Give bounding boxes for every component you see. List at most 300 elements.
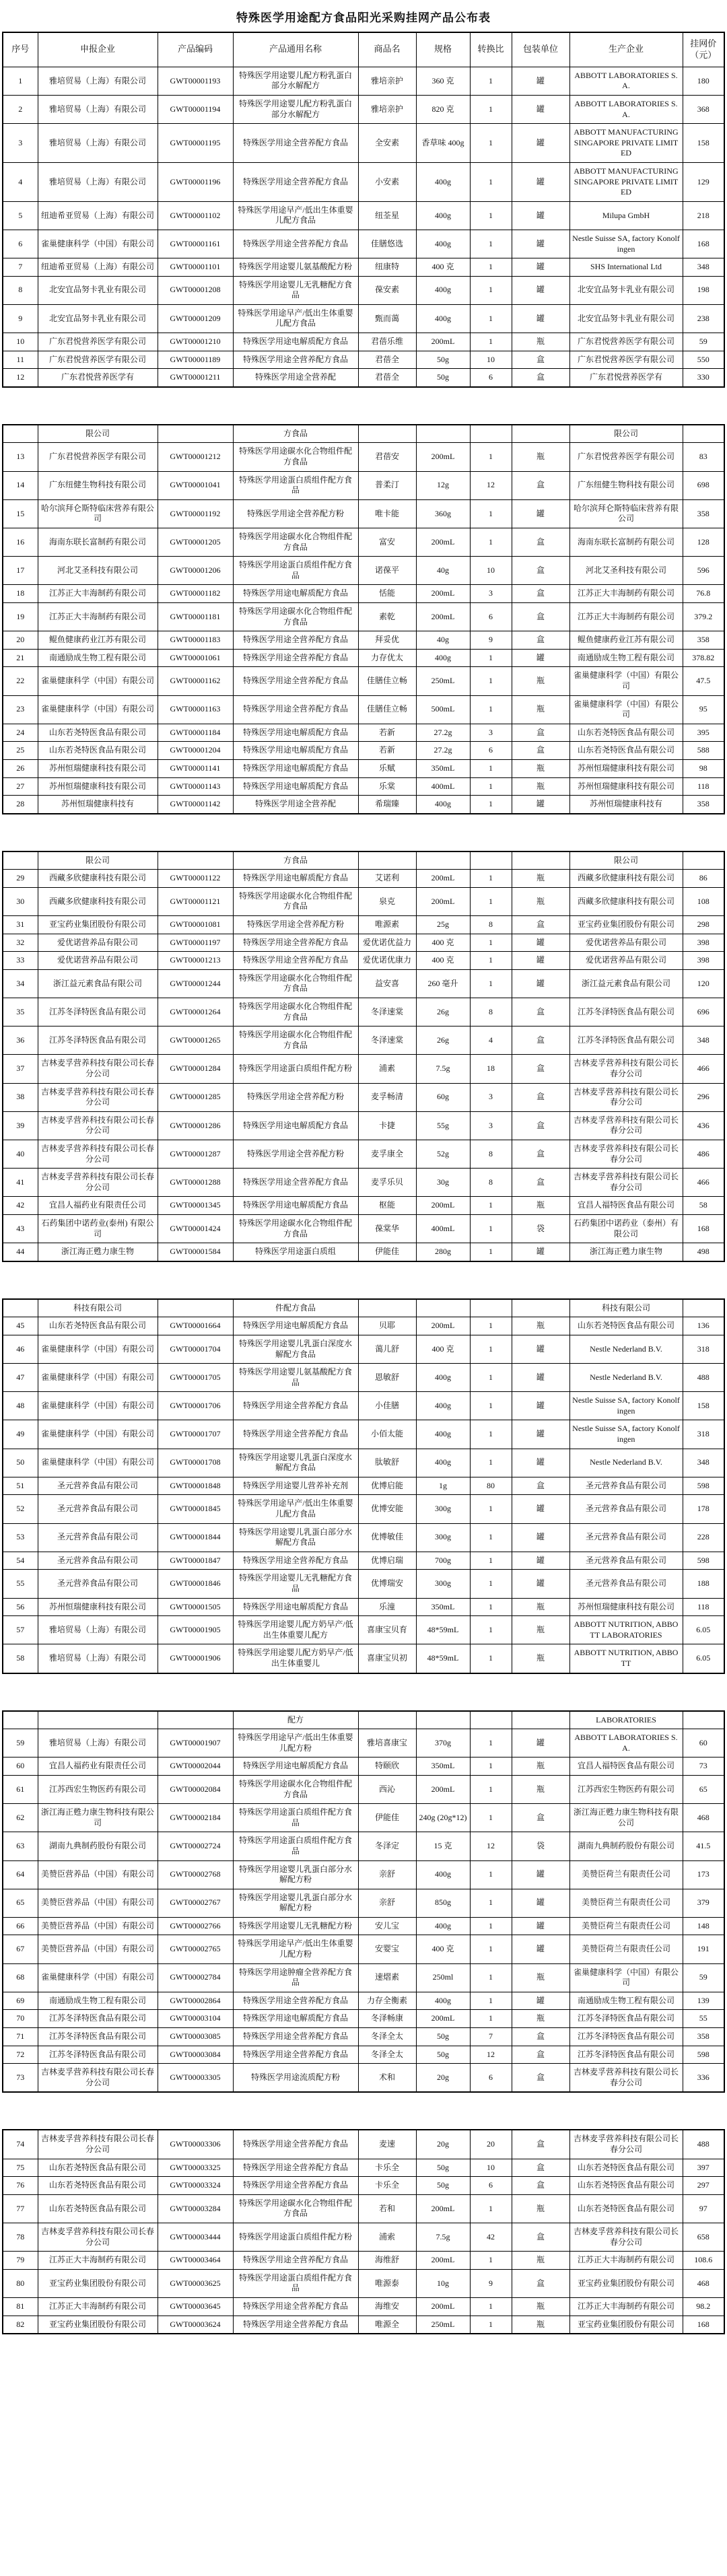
cell [470, 1299, 512, 1317]
cell: 55g [416, 1111, 470, 1140]
cell: 特殊医学用途蛋白质组件配方食品 [233, 557, 358, 585]
cell: 28 [3, 796, 38, 814]
cell: 47.5 [683, 667, 724, 695]
cell: 80 [470, 1477, 512, 1495]
cell: 1 [470, 67, 512, 95]
cell: 1 [470, 1420, 512, 1449]
cell: 广东纽健生物科技有限公司 [569, 471, 683, 499]
table-row [3, 952, 724, 970]
cell: GWT00001244 [158, 969, 233, 998]
column-header: 产品通用名称 [233, 32, 358, 67]
table-row [3, 443, 724, 471]
cell: 特殊医学用途电解质配方食品 [233, 759, 358, 777]
cell: 588 [683, 742, 724, 760]
cell: 1 [470, 1729, 512, 1757]
cell: 1 [470, 2252, 512, 2270]
cell: 葆安素 [358, 276, 416, 304]
cell: 美赞臣荷兰有限责任公司 [569, 1860, 683, 1889]
cell: 67 [3, 1935, 38, 1963]
cell: 安儿宝 [358, 1917, 416, 1935]
cell: 29 [3, 870, 38, 888]
cell [512, 1711, 569, 1729]
cell: 美赞臣荷兰有限责任公司 [569, 1935, 683, 1963]
cell: 葆棠华 [358, 1214, 416, 1243]
cell: 特殊医学用途全营养配方食品 [233, 230, 358, 258]
cell: 特殊医学用途全营养配方食品 [233, 1392, 358, 1420]
cell: 488 [683, 2130, 724, 2159]
cell: 3 [470, 585, 512, 603]
cell [683, 1299, 724, 1317]
cell: 15 [3, 499, 38, 528]
cell: GWT00001162 [158, 667, 233, 695]
cell: 雅培贸易（上海）有限公司 [38, 1616, 158, 1644]
cell: GWT00002864 [158, 1992, 233, 2010]
cell [470, 425, 512, 443]
cell: 400g [416, 162, 470, 201]
cell: 雀巢健康科学（中国）有限公司 [569, 695, 683, 724]
table-row [3, 1299, 724, 1317]
cell: 西藏多欣健康科技有限公司 [569, 887, 683, 915]
cell: 吉林麦孚营养科技有限公司长春分公司 [38, 2064, 158, 2093]
cell: 3 [3, 124, 38, 163]
cell: 瓶 [512, 2010, 569, 2028]
cell: 盒 [512, 2269, 569, 2297]
cell: 特殊医学用途婴儿乳蛋白深度水解配方食品 [233, 1335, 358, 1363]
cell: 苏州恒瑞健康科技有限公司 [569, 1598, 683, 1616]
cell: GWT00002784 [158, 1963, 233, 1992]
cell: 限公司 [569, 851, 683, 870]
cell: 318 [683, 1335, 724, 1363]
cell: 特殊医学用途早产/低出生体重婴儿配方食品 [233, 304, 358, 333]
cell: 宜昌人福特医食品有限公司 [569, 1757, 683, 1776]
cell: 41.5 [683, 1832, 724, 1860]
cell: 50g [416, 351, 470, 369]
cell: 200mL [416, 887, 470, 915]
cell: 苏州恒瑞健康科技有限公司 [38, 1598, 158, 1616]
cell: 55 [683, 2010, 724, 2028]
cell: GWT00001142 [158, 796, 233, 814]
cell: 6 [470, 602, 512, 631]
cell: 泉克 [358, 887, 416, 915]
cell: GWT00001197 [158, 934, 233, 952]
cell: 240g (20g*12) [416, 1804, 470, 1832]
cell: 1 [470, 1889, 512, 1917]
cell: 42 [470, 2223, 512, 2251]
table-row [3, 1552, 724, 1570]
table-row [3, 934, 724, 952]
cell: 13 [3, 443, 38, 471]
table-row [3, 1449, 724, 1477]
cell: 1 [470, 1598, 512, 1616]
cell: GWT00001844 [158, 1523, 233, 1552]
cell: 280g [416, 1243, 470, 1261]
cell: 唯源素 [358, 916, 416, 934]
cell: 吉林麦孚营养科技有限公司长春分公司 [569, 2223, 683, 2251]
cell: 48 [3, 1392, 38, 1420]
cell: 广东君悦营养医学有限公司 [38, 443, 158, 471]
cell: 美赞臣营养品（中国）有限公司 [38, 1917, 158, 1935]
cell: GWT00001706 [158, 1392, 233, 1420]
cell: 60g [416, 1083, 470, 1111]
cell: 盒 [512, 2177, 569, 2195]
cell: 盒 [512, 2028, 569, 2046]
cell: 特殊医学用途碳水化合物组件配方食品 [233, 2194, 358, 2223]
cell: GWT00002765 [158, 1935, 233, 1963]
table-row [3, 969, 724, 998]
cell: 枢能 [358, 1197, 416, 1215]
cell: 浙江海正甦力康生物科技有限公司 [38, 1804, 158, 1832]
cell: GWT00003306 [158, 2130, 233, 2159]
cell: 袋 [512, 1214, 569, 1243]
cell: 200mL [416, 2010, 470, 2028]
cell: 盒 [512, 916, 569, 934]
cell: 江苏冬泽特医食品有限公司 [38, 2046, 158, 2064]
cell: GWT00001121 [158, 887, 233, 915]
cell: 特殊医学用途全营养配方食品 [233, 124, 358, 163]
table-row [3, 2159, 724, 2177]
cell: 浙江益元素食品有限公司 [38, 969, 158, 998]
cell: 美赞臣荷兰有限责任公司 [569, 1917, 683, 1935]
cell: 特殊医学用途流质配方粉 [233, 2064, 358, 2093]
cell: 浙江益元素食品有限公司 [569, 969, 683, 998]
cell: 麦孚乐贝 [358, 1169, 416, 1197]
cell: 雅培贸易（上海）有限公司 [38, 162, 158, 201]
cell: 江苏正大丰海制药有限公司 [38, 2252, 158, 2270]
cell: 50g [416, 2028, 470, 2046]
page-table [2, 1710, 725, 2093]
cell: 466 [683, 1169, 724, 1197]
table-row [3, 1889, 724, 1917]
cell: ABBOTT NUTRITION, ABBOTT LABORATORIES [569, 1616, 683, 1644]
cell: 特殊医学用途电解质配方食品 [233, 724, 358, 742]
cell: GWT00001847 [158, 1552, 233, 1570]
cell: 纽康特 [358, 258, 416, 277]
cell: 6 [470, 369, 512, 387]
cell: 唯源全 [358, 2316, 416, 2334]
cell: 特殊医学用途全营养配方粉 [233, 916, 358, 934]
cell: 冬泽定 [358, 1832, 416, 1860]
cell: 科技有限公司 [569, 1299, 683, 1317]
cell: 冬泽畅康 [358, 2010, 416, 2028]
cell: 395 [683, 724, 724, 742]
cell: 6.05 [683, 1644, 724, 1673]
cell: GWT00001906 [158, 1644, 233, 1673]
cell: 1 [470, 1917, 512, 1935]
cell: 雅培贸易（上海）有限公司 [38, 124, 158, 163]
cell: 罐 [512, 1860, 569, 1889]
cell: 北安宜品努卡乳业有限公司 [569, 276, 683, 304]
cell: 速熠素 [358, 1963, 416, 1992]
cell: 哈尔滨拜仑斯特临床营养有限公司 [569, 499, 683, 528]
cell: 26 [3, 759, 38, 777]
cell: 200mL [416, 585, 470, 603]
column-header: 生产企业 [569, 32, 683, 67]
table-row [3, 499, 724, 528]
cell: 方食品 [233, 851, 358, 870]
cell: 348 [683, 258, 724, 277]
cell: 66 [3, 1917, 38, 1935]
cell: 300g [416, 1570, 470, 1598]
table-row [3, 742, 724, 760]
cell: 10 [470, 351, 512, 369]
cell: 40g [416, 631, 470, 650]
cell: 400g [416, 201, 470, 230]
cell: 纽迪希亚贸易（上海）有限公司 [38, 201, 158, 230]
cell: 特殊医学用途婴儿营养补充剂 [233, 1477, 358, 1495]
cell: 468 [683, 1804, 724, 1832]
cell [683, 425, 724, 443]
cell: 1 [470, 2010, 512, 2028]
table-row [3, 1711, 724, 1729]
cell: 盒 [512, 998, 569, 1026]
cell: 特殊医学用途碳水化合物组件配方食品 [233, 969, 358, 998]
cell: 宜昌人福药业有限责任公司 [38, 1197, 158, 1215]
table-row [3, 1804, 724, 1832]
cell: 亲舒 [358, 1889, 416, 1917]
cell [158, 1299, 233, 1317]
cell: 35 [3, 998, 38, 1026]
cell: 400mL [416, 1214, 470, 1243]
cell: 65 [3, 1889, 38, 1917]
cell: 700g [416, 1552, 470, 1570]
table-row [3, 1598, 724, 1616]
table-row [3, 1026, 724, 1055]
cell: 1 [470, 1963, 512, 1992]
table-row [3, 602, 724, 631]
cell: 罐 [512, 1729, 569, 1757]
cell: 爱优诺营养品有限公司 [38, 934, 158, 952]
cell: 山东若尧特医食品有限公司 [569, 1317, 683, 1335]
cell: 瓶 [512, 1598, 569, 1616]
cell: 圣元营养食品有限公司 [38, 1570, 158, 1598]
cell: 冬泽全太 [358, 2028, 416, 2046]
cell: 596 [683, 557, 724, 585]
cell: 200mL [416, 2297, 470, 2316]
table-row [3, 1963, 724, 1992]
cell: 30g [416, 1169, 470, 1197]
cell: GWT00001211 [158, 369, 233, 387]
cell: 宜昌人福特医食品有限公司 [569, 1197, 683, 1215]
cell: 特殊医学用途婴儿氨基酸配方粉 [233, 258, 358, 277]
cell: 1g [416, 1477, 470, 1495]
cell: 盒 [512, 585, 569, 603]
cell: 瓶 [512, 2252, 569, 2270]
cell: 力存优太 [358, 649, 416, 667]
cell: 浙江海正甦力康生物科技有限公司 [569, 1804, 683, 1832]
cell: 盒 [512, 528, 569, 557]
cell: GWT00002184 [158, 1804, 233, 1832]
cell: 吉林麦孚营养科技有限公司长春分公司 [38, 1055, 158, 1083]
cell: 1 [470, 276, 512, 304]
cell: 吉林麦孚营养科技有限公司长春分公司 [38, 1111, 158, 1140]
table-row [3, 1364, 724, 1392]
table-row [3, 667, 724, 695]
cell: 唯源泰 [358, 2269, 416, 2297]
cell: 苏州恒瑞健康科技有 [569, 796, 683, 814]
cell: GWT00001192 [158, 499, 233, 528]
cell: 诺葆平 [358, 557, 416, 585]
cell: 山东若尧特医食品有限公司 [569, 2194, 683, 2223]
cell: 优博敏佳 [358, 1523, 416, 1552]
cell: 50g [416, 2046, 470, 2064]
cell: 特殊医学用途电解质配方食品 [233, 1317, 358, 1335]
cell: 1 [470, 230, 512, 258]
cell: 罐 [512, 1552, 569, 1570]
cell: 特殊医学用途全营养配方食品 [233, 1992, 358, 2010]
cell: 118 [683, 777, 724, 796]
cell: 浦素 [358, 1055, 416, 1083]
cell: 1 [470, 1757, 512, 1776]
cell: 山东若尧特医食品有限公司 [569, 2177, 683, 2195]
cell: 120 [683, 969, 724, 998]
cell: 瓶 [512, 2297, 569, 2316]
cell: 52 [3, 1495, 38, 1523]
cell: 348 [683, 1026, 724, 1055]
cell: 228 [683, 1523, 724, 1552]
cell: 25g [416, 916, 470, 934]
cell: GWT00001204 [158, 742, 233, 760]
cell: 400g [416, 1364, 470, 1392]
cell: 优博启瑞 [358, 1552, 416, 1570]
cell: 圣元营养食品有限公司 [569, 1477, 683, 1495]
cell: 73 [683, 1757, 724, 1776]
cell: GWT00001206 [158, 557, 233, 585]
cell: 特殊医学用途全营养配方食品 [233, 2159, 358, 2177]
cell: 山东若尧特医食品有限公司 [38, 1317, 158, 1335]
cell: 696 [683, 998, 724, 1026]
cell: GWT00001081 [158, 916, 233, 934]
table-row [3, 369, 724, 387]
table-row [3, 916, 724, 934]
cell: 297 [683, 2177, 724, 2195]
cell: 限公司 [569, 425, 683, 443]
table-row [3, 1140, 724, 1168]
cell: 广东君悦营养医学有 [569, 369, 683, 387]
cell: 特殊医学用途电解质配方食品 [233, 1197, 358, 1215]
cell: 亲舒 [358, 1860, 416, 1889]
table-row [3, 1616, 724, 1644]
cell: 山东若尧特医食品有限公司 [38, 2159, 158, 2177]
cell: GWT00001265 [158, 1026, 233, 1055]
cell: 伊能佳 [358, 1243, 416, 1261]
cell: GWT00001122 [158, 870, 233, 888]
cell: 瓶 [512, 667, 569, 695]
cell: 特殊医学用途全营养配方食品 [233, 2297, 358, 2316]
cell: 力存全衡素 [358, 1992, 416, 2010]
cell: 雀巢健康科学（中国）有限公司 [569, 667, 683, 695]
cell: 乐潼 [358, 1598, 416, 1616]
cell: GWT00001264 [158, 998, 233, 1026]
cell [416, 1711, 470, 1729]
cell: 益安喜 [358, 969, 416, 998]
cell: 特殊医学用途全营养配方食品 [233, 1420, 358, 1449]
cell: 1 [470, 443, 512, 471]
cell: 广东君悦营养医学有限公司 [38, 351, 158, 369]
cell: 1 [470, 777, 512, 796]
cell: 1 [470, 934, 512, 952]
cell: 盒 [512, 1026, 569, 1055]
cell: 江苏冬泽特医食品有限公司 [38, 2010, 158, 2028]
cell: 纽迪希亚贸易（上海）有限公司 [38, 258, 158, 277]
cell: 罐 [512, 1335, 569, 1363]
cell: GWT00001208 [158, 276, 233, 304]
cell: 特殊医学用途电解质配方食品 [233, 1757, 358, 1776]
cell: GWT00002766 [158, 1917, 233, 1935]
table-row [3, 258, 724, 277]
cell: 25 [3, 742, 38, 760]
cell: 38 [3, 1083, 38, 1111]
cell: 小佳膳 [358, 1392, 416, 1420]
cell: 吉林麦孚营养科技有限公司长春分公司 [569, 1083, 683, 1111]
cell: 盒 [512, 1055, 569, 1083]
cell: 浙江海正甦力康生物 [569, 1243, 683, 1261]
cell: 20 [470, 2130, 512, 2159]
cell: 吉林麦孚营养科技有限公司长春分公司 [38, 1169, 158, 1197]
cell: 特殊医学用途蛋白质组件配方食品 [233, 2269, 358, 2297]
table-row [3, 1083, 724, 1111]
cell: 特殊医学用途全营养配 [233, 369, 358, 387]
cell: 术和 [358, 2064, 416, 2093]
table-row [3, 2269, 724, 2297]
cell: 200mL [416, 1197, 470, 1215]
cell: 罐 [512, 952, 569, 970]
cell: 358 [683, 631, 724, 650]
cell: 400 克 [416, 1335, 470, 1363]
cell: 168 [683, 1214, 724, 1243]
cell: ABBOTT LABORATORIES S.A. [569, 1729, 683, 1757]
cell: 瓶 [512, 1963, 569, 1992]
cell: 瓶 [512, 1757, 569, 1776]
cell: 罐 [512, 649, 569, 667]
cell: 48*59mL [416, 1616, 470, 1644]
table-row [3, 1335, 724, 1363]
cell: 吉林麦孚营养科技有限公司长春分公司 [569, 1055, 683, 1083]
cell: 200mL [416, 2252, 470, 2270]
cell: 特殊医学用途早产/低出生体重婴儿配方粉 [233, 1729, 358, 1757]
cell: 广东君悦营养医学有限公司 [38, 333, 158, 351]
cell: 350mL [416, 1757, 470, 1776]
cell: 北安宜品努卡乳业有限公司 [38, 304, 158, 333]
cell: 98.2 [683, 2297, 724, 2316]
cell: 61 [3, 1775, 38, 1803]
cell: 特殊医学用途婴儿无乳糖配方食品 [233, 1570, 358, 1598]
cell: 吉林麦孚营养科技有限公司长春分公司 [38, 1140, 158, 1168]
cell: 雅培贸易（上海）有限公司 [38, 67, 158, 95]
cell: 10 [3, 333, 38, 351]
cell [358, 1299, 416, 1317]
cell: 罐 [512, 124, 569, 163]
cell: 4 [470, 1026, 512, 1055]
cell: GWT00003305 [158, 2064, 233, 2093]
cell: 广东纽健生物科技有限公司 [38, 471, 158, 499]
cell: 爱优诺营养品有限公司 [569, 934, 683, 952]
cell: 罐 [512, 1243, 569, 1261]
table-row [3, 2223, 724, 2251]
cell: 50g [416, 369, 470, 387]
cell: 特殊医学用途婴儿乳蛋白部分水解配方粉 [233, 1860, 358, 1889]
cell: 1 [470, 1523, 512, 1552]
cell: 特殊医学用途全营养配方食品 [233, 351, 358, 369]
cell: 11 [3, 351, 38, 369]
table-row [3, 1917, 724, 1935]
cell: 冬泽全太 [358, 2046, 416, 2064]
cell: SHS International Ltd [569, 258, 683, 277]
cell: 5 [3, 201, 38, 230]
cell: 特殊医学用途全营养配方粉 [233, 499, 358, 528]
cell: 宜昌人福药业有限责任公司 [38, 1757, 158, 1776]
cell: 48*59mL [416, 1644, 470, 1673]
cell: 16 [3, 528, 38, 557]
